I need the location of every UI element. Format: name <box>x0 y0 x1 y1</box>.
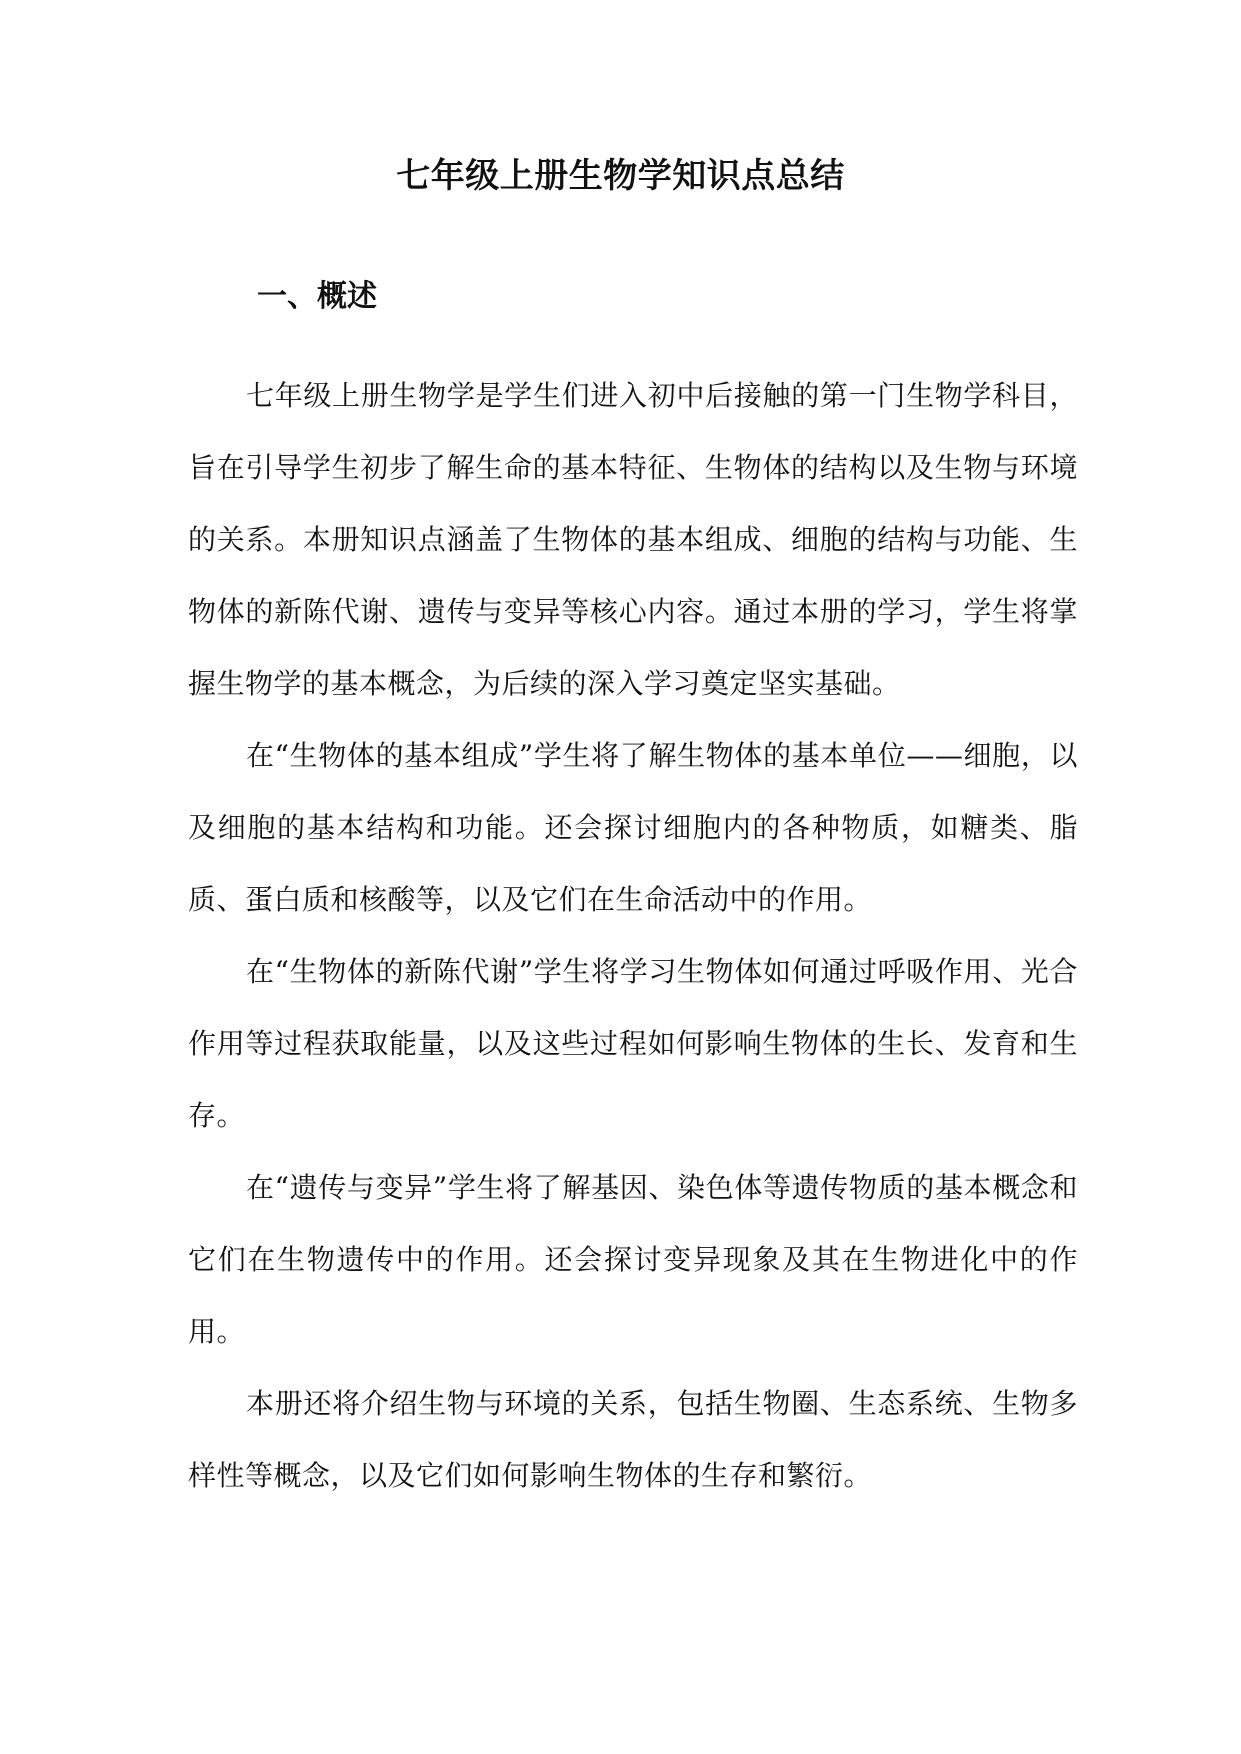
section-heading: 一、概述 <box>257 279 377 314</box>
paragraph-metabolism: 在“生物体的新陈代谢”学生将学习生物体如何通过呼吸作用、光合作用等过程获取能量，以及这些过程如何影响生物体的生长、发育和生存。 <box>188 955 1078 1132</box>
paragraph-basic-composition: 在“生物体的基本组成”学生将了解生物体的基本单位——细胞，以及细胞的基本结构和功能。还会探讨细胞内的各种物质，如糖类、脂质、蛋白质和核酸等，以及它们在生命活动中的作用。 <box>188 739 1078 916</box>
paragraph-overview: 七年级上册生物学是学生们进入初中后接触的第一门生物学科目，旨在引导学生初步了解生命的基本特征、生物体的结构以及生物与环境的关系。本册知识点涵盖了生物体的基本组成、细胞的结构与功能、生物体的新陈代谢、遗传与变异等核心内容。通过本册的学习，学生将掌握生物学的基本概念，为后续的深入学习奠定坚实基础。 <box>188 379 1078 700</box>
document-title: 七年级上册生物学知识点总结 <box>396 156 845 196</box>
paragraph-environment: 本册还将介绍生物与环境的关系，包括生物圈、生态系统、生物多样性等概念，以及它们如何影响生物体的生存和繁衍。 <box>188 1387 1078 1492</box>
section-body <box>188 360 1078 1512</box>
paragraph-heredity-variation: 在“遗传与变异”学生将了解基因、染色体等遗传物质的基本概念和它们在生物遗传中的作用。还会探讨变异现象及其在生物进化中的作用。 <box>188 1171 1078 1348</box>
